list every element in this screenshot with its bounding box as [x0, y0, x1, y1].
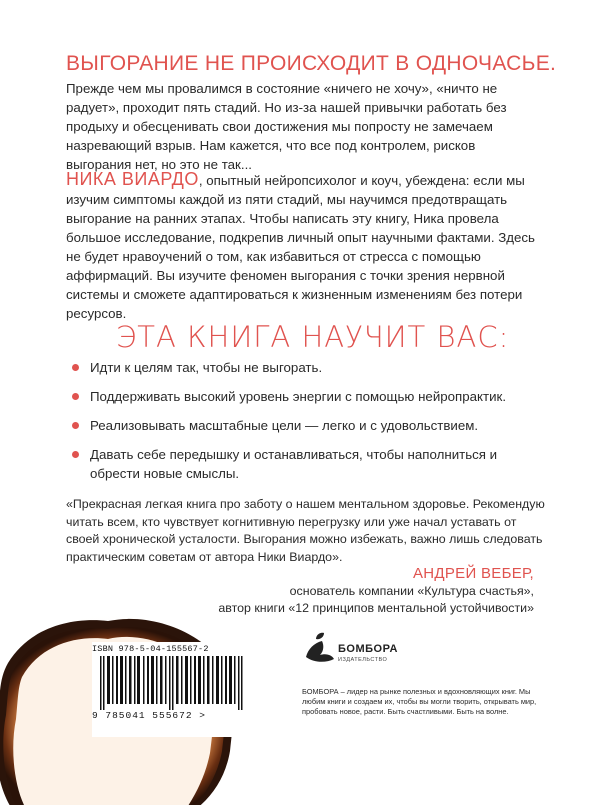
barcode-icon — [92, 656, 268, 710]
publisher-blurb: БОМБОРА – лидер на рынке полезных и вдохновляющих книг. Мы любим книги и создаем их, чтобы вы могли творить, открывать мир, пробовать новое, расти. Быть счастливыми. Быть на волне. — [302, 687, 537, 716]
barcode-digits: 9 785041 555672 > — [92, 710, 206, 721]
intro-paragraph: Прежде чем мы провалимся в состояние «ничего не хочу», «ничто не радует», проходит пять стадий. Но из-за нашей привычки работать без продыху и обесценивать свои достижения мы попросту не замечаем назревающий взрыв. Нам кажется, что все под контролем, рисков выгорания нет, но это не так... — [66, 81, 507, 172]
benefits-list — [90, 358, 550, 493]
benefit-item: Поддерживать высокий уровень энергии с помощью нейропрактик. — [90, 387, 550, 406]
author-paragraph — [66, 170, 536, 323]
publisher-subtitle: ИЗДАТЕЛЬСТВО — [338, 657, 388, 663]
headline: ВЫГОРАНИЕ НЕ ПРОИСХОДИТ В ОДНОЧАСЬЕ. — [66, 52, 557, 75]
testimonial-name: АНДРЕЙ ВЕБЕР, — [412, 565, 534, 582]
author-description: , опытный нейропсихолог и коуч, убеждена: если мы изучим симптомы каждой из пяти стадий, мы научимся предотвращать выгорание на ранних этапах. Чтобы написать эту книгу, Ника провела большое исследование, подкрепив личный опыт научными фактами. Здесь не будет нравоучений о том, как избавиться от стресса с помощью аффирмаций. Вы изучите феномен выгорания с точки зрения нервной системы и сможете адаптироваться к жизненным изменениям без потери ресурсов. — [66, 173, 535, 321]
isbn-barcode — [92, 642, 268, 737]
benefit-item: Давать себе передышку и останавливаться, чтобы наполниться и обрести новые смыслы. — [90, 445, 550, 483]
benefits-title: ЭТА КНИГА НАУЧИТ ВАС: — [116, 320, 510, 354]
publisher-name: БОМБОРА — [338, 643, 398, 655]
benefit-item: Реализовывать масштабные цели — легко и с удовольствием. — [90, 416, 550, 435]
benefit-item: Идти к целям так, чтобы не выгорать. — [90, 358, 550, 377]
isbn-label: ISBN 978-5-04-155567-2 — [92, 644, 209, 654]
testimonial-role-2: автор книги «12 принципов ментальной устойчивости» — [218, 601, 534, 615]
author-name: НИКА ВИАРДО — [66, 169, 199, 189]
testimonial-role-1: основатель компании «Культура счастья», — [289, 583, 534, 598]
testimonial-quote: «Прекрасная легкая книга про заботу о нашем ментальном здоровье. Рекомендую читать всем, кто чувствует когнитивную перегрузку или уже начал уставать от своей хронической усталости. Выгорания можно избежать, важно лишь следовать практическим советам от автора Ники Виардо». — [66, 497, 545, 564]
